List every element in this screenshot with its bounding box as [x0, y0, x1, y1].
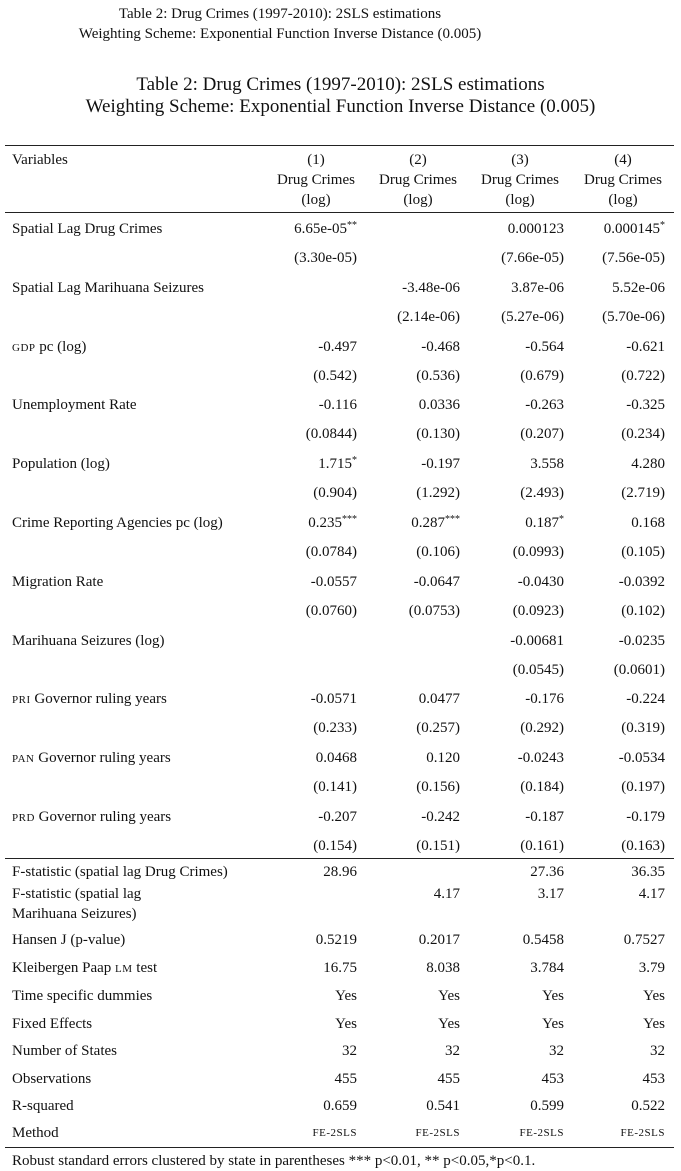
stat-value-cell: 32 [650, 1043, 665, 1059]
standard-error-cell: (0.0753) [408, 603, 460, 619]
row-label: GDP pc (log) [12, 339, 87, 355]
stat-label [12, 1123, 59, 1143]
coefficient-cell: -0.116 [318, 397, 357, 413]
row-label: Spatial Lag Drug Crimes [12, 221, 163, 237]
coefficient-cell: -0.325 [626, 397, 665, 413]
stat-label-line: R-squared [12, 1098, 74, 1114]
coefficient-cell: -0.621 [626, 339, 665, 355]
stat-value-cell: 4.17 [433, 886, 460, 902]
standard-error-cell: (0.106) [416, 544, 460, 560]
column-number: (3) [511, 152, 529, 168]
standard-error-cell: (0.904) [313, 485, 357, 501]
standard-error-cell: (2.14e-06) [397, 309, 460, 325]
coefficient-cell: -3.48e-06 [402, 280, 460, 296]
standard-error-cell: (0.161) [520, 838, 564, 854]
stat-label: Kleibergen Paap LM test [12, 960, 158, 976]
coefficient-cell: -0.0235 [618, 633, 665, 649]
footnote: Robust standard errors clustered by state in parentheses *** p<0.01, ** p<0.05,*p<0.1. [12, 1153, 536, 1169]
stat-label [12, 1069, 91, 1089]
coefficient-cell: 1.715* [318, 455, 357, 472]
standard-error-cell: (2.719) [621, 485, 665, 501]
row-label: PRD Governor ruling years [12, 809, 172, 825]
coefficient-cell: 0.120 [426, 750, 460, 766]
header-line-1: Table 2: Drug Crimes (1997-2010): 2SLS estimations [118, 6, 442, 22]
standard-error-cell: (0.722) [621, 368, 665, 384]
coefficient-cell: 3.558 [530, 456, 564, 472]
column-header-2 [368, 150, 468, 210]
stat-label-line-2: Marihuana Seizures) [12, 906, 137, 922]
standard-error-cell: (0.292) [520, 720, 564, 736]
stat-value-cell: 455 [334, 1071, 357, 1087]
stat-value-cell: FE-2SLS [415, 1127, 460, 1139]
standard-error-cell: (5.70e-06) [602, 309, 665, 325]
column-header-3 [470, 150, 570, 210]
standard-error-cell: (0.156) [416, 779, 460, 795]
standard-error-cell: (0.234) [621, 426, 665, 442]
standard-error-cell: (7.56e-05) [602, 250, 665, 266]
coefficient-cell: 0.0468 [315, 750, 357, 766]
column-dependent-variable: Drug Crimes [481, 172, 559, 188]
row-label: PRI Governor ruling years [12, 691, 167, 707]
stat-value-cell: Yes [335, 1016, 357, 1032]
standard-error-cell: (5.27e-06) [501, 309, 564, 325]
table-title-line-2: Weighting Scheme: Exponential Function Inverse Distance (0.005) [85, 96, 596, 117]
coefficient-cell: 0.187* [525, 514, 564, 531]
coefficient-cell: -0.0392 [618, 574, 665, 590]
stat-value-cell: 32 [342, 1043, 357, 1059]
standard-error-cell: (2.493) [520, 485, 564, 501]
column-unit: (log) [505, 192, 535, 208]
coefficient-cell: -0.242 [421, 809, 460, 825]
standard-error-cell: (0.536) [416, 368, 460, 384]
standard-error-cell: (0.154) [313, 838, 357, 854]
coefficient-cell: 0.000145* [603, 220, 665, 237]
coefficient-cell: -0.263 [525, 397, 564, 413]
standard-error-cell: (0.102) [621, 603, 665, 619]
standard-error-cell: (0.679) [520, 368, 564, 384]
standard-error-cell: (0.163) [621, 838, 665, 854]
column-number: (4) [614, 152, 632, 168]
standard-error-cell: (0.207) [520, 426, 564, 442]
stat-label-line: Hansen J (p-value) [12, 932, 126, 948]
stat-value-cell: 4.17 [638, 886, 665, 902]
coefficient-cell: -0.176 [525, 691, 564, 707]
standard-error-cell: (0.0844) [305, 426, 357, 442]
standard-error-cell: (0.141) [313, 779, 357, 795]
coefficient-cell: -0.0647 [413, 574, 460, 590]
standard-error-cell: (0.130) [416, 426, 460, 442]
stats-rule [5, 858, 674, 859]
stat-label [12, 1096, 74, 1116]
stat-value-cell: 0.7527 [623, 932, 665, 948]
stat-value-cell: 0.659 [323, 1098, 357, 1114]
standard-error-cell: (0.257) [416, 720, 460, 736]
coefficient-cell: -0.0243 [517, 750, 564, 766]
column-dependent-variable: Drug Crimes [584, 172, 662, 188]
coefficient-cell: -0.468 [421, 339, 460, 355]
standard-error-cell: (0.0993) [512, 544, 564, 560]
column-unit: (log) [608, 192, 638, 208]
stat-label [12, 1041, 117, 1061]
row-label: Population (log) [12, 456, 110, 472]
standard-error-cell: (0.0545) [512, 662, 564, 678]
stat-value-cell: 453 [541, 1071, 564, 1087]
stat-label [12, 986, 152, 1006]
coefficient-cell: -0.207 [318, 809, 357, 825]
stat-value-cell: Yes [438, 988, 460, 1004]
coefficient-cell: 3.87e-06 [511, 280, 564, 296]
stat-value-cell: 0.599 [530, 1098, 564, 1114]
coefficient-cell: 5.52e-06 [612, 280, 665, 296]
stat-value-cell: Yes [542, 988, 564, 1004]
row-label: PAN Governor ruling years [12, 750, 171, 766]
stat-value-cell: 0.541 [426, 1098, 460, 1114]
coefficient-cell: 0.0477 [418, 691, 460, 707]
coefficient-cell: 6.65e-05** [294, 220, 357, 237]
standard-error-cell: (1.292) [416, 485, 460, 501]
standard-error-cell: (0.197) [621, 779, 665, 795]
stat-label [12, 930, 125, 950]
column-unit: (log) [403, 192, 433, 208]
coefficient-cell: -0.224 [626, 691, 665, 707]
column-number: (1) [307, 152, 325, 168]
standard-error-cell: (0.0760) [305, 603, 357, 619]
stat-value-cell: 0.5219 [315, 932, 357, 948]
stat-label [12, 1014, 92, 1034]
stat-label-line: Time specific dummies [12, 988, 153, 1004]
coefficient-cell: -0.0430 [517, 574, 564, 590]
stat-value-cell: 3.79 [638, 960, 665, 976]
coefficient-cell: -0.187 [525, 809, 564, 825]
stat-value-cell: 36.35 [631, 864, 665, 880]
stat-value-cell: 455 [437, 1071, 460, 1087]
row-label: Migration Rate [12, 574, 104, 590]
coefficient-cell: -0.0557 [310, 574, 357, 590]
stat-value-cell: 3.784 [530, 960, 564, 976]
coefficient-cell: 0.0336 [418, 397, 460, 413]
stat-value-cell: FE-2SLS [312, 1127, 357, 1139]
stat-label-line: Observations [12, 1071, 92, 1087]
coefficient-cell: -0.564 [525, 339, 564, 355]
top-rule [5, 145, 674, 146]
stat-label-line: Method [12, 1125, 59, 1141]
header-line-2: Weighting Scheme: Exponential Function Inverse Distance (0.005) [78, 26, 482, 42]
stat-value-cell: 27.36 [530, 864, 564, 880]
stat-value-cell: Yes [643, 1016, 665, 1032]
stat-label-line: F-statistic (spatial lag [12, 886, 142, 902]
row-label: Spatial Lag Marihuana Seizures [12, 280, 205, 296]
row-label: Unemployment Rate [12, 397, 137, 413]
column-unit: (log) [301, 192, 331, 208]
column-dependent-variable: Drug Crimes [379, 172, 457, 188]
standard-error-cell: (0.0923) [512, 603, 564, 619]
coefficient-cell: -0.0571 [310, 691, 357, 707]
coefficient-cell: -0.179 [626, 809, 665, 825]
coefficient-cell: 0.168 [631, 515, 665, 531]
stat-label [12, 862, 228, 882]
stat-value-cell: 453 [642, 1071, 665, 1087]
coefficient-cell: -0.00681 [510, 633, 564, 649]
coefficient-cell: -0.497 [318, 339, 357, 355]
stat-value-cell: 32 [445, 1043, 460, 1059]
standard-error-cell: (7.66e-05) [501, 250, 564, 266]
stat-value-cell: Yes [542, 1016, 564, 1032]
stat-value-cell: Yes [438, 1016, 460, 1032]
variables-header: Variables [12, 152, 68, 168]
stat-value-cell: 0.2017 [418, 932, 460, 948]
standard-error-cell: (0.151) [416, 838, 460, 854]
coefficient-cell: -0.0534 [618, 750, 665, 766]
column-header-4 [573, 150, 673, 210]
coefficient-cell: 0.287*** [411, 514, 460, 531]
stat-value-cell: 0.5458 [522, 932, 564, 948]
standard-error-cell: (0.319) [621, 720, 665, 736]
standard-error-cell: (0.0601) [613, 662, 665, 678]
row-label: Crime Reporting Agencies pc (log) [12, 515, 223, 531]
stat-label-line: Fixed Effects [12, 1016, 93, 1032]
column-dependent-variable: Drug Crimes [277, 172, 355, 188]
standard-error-cell: (0.184) [520, 779, 564, 795]
stat-value-cell: FE-2SLS [620, 1127, 665, 1139]
stat-value-cell: 28.96 [323, 864, 357, 880]
stat-label [12, 884, 141, 924]
standard-error-cell: (0.0784) [305, 544, 357, 560]
stat-value-cell: 3.17 [537, 886, 564, 902]
stat-value-cell: 16.75 [323, 960, 357, 976]
stat-label-line: F-statistic (spatial lag Drug Crimes) [12, 864, 228, 880]
coefficient-cell: 4.280 [631, 456, 665, 472]
standard-error-cell: (0.542) [313, 368, 357, 384]
stat-value-cell: 8.038 [426, 960, 460, 976]
stat-value-cell: FE-2SLS [519, 1127, 564, 1139]
coefficient-cell: 0.000123 [507, 221, 564, 237]
coefficient-cell: -0.197 [421, 456, 460, 472]
row-label: Marihuana Seizures (log) [12, 633, 165, 649]
stat-label-line: Number of States [12, 1043, 117, 1059]
table-title-line-1: Table 2: Drug Crimes (1997-2010): 2SLS estimations [136, 74, 545, 95]
column-header-1 [266, 150, 366, 210]
stat-value-cell: Yes [335, 988, 357, 1004]
standard-error-cell: (0.105) [621, 544, 665, 560]
stat-value-cell: 0.522 [631, 1098, 665, 1114]
stat-value-cell: 32 [549, 1043, 564, 1059]
header-rule [5, 212, 674, 213]
standard-error-cell: (3.30e-05) [294, 250, 357, 266]
coefficient-cell: 0.235*** [308, 514, 357, 531]
stat-value-cell: Yes [643, 988, 665, 1004]
standard-error-cell: (0.233) [313, 720, 357, 736]
bottom-rule [5, 1147, 674, 1148]
column-number: (2) [409, 152, 427, 168]
table-title [0, 74, 681, 118]
